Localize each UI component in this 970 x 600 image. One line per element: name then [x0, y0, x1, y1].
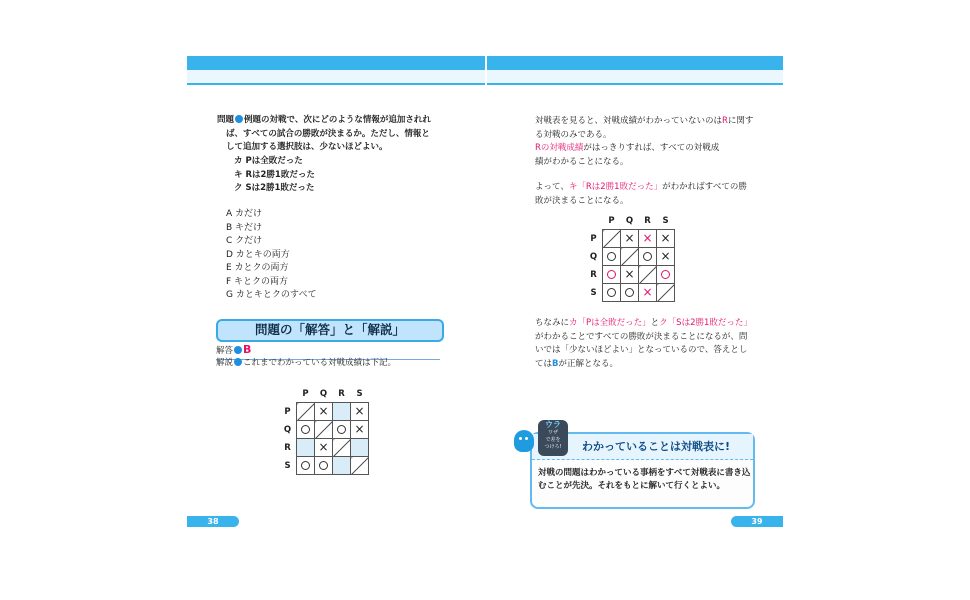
bullet-icon	[234, 346, 242, 354]
para1-line-2: る対戦のみである。	[535, 129, 612, 140]
answer-value: B	[243, 343, 252, 356]
table-cell-self	[657, 284, 675, 302]
para3-text: ちなみに	[535, 318, 570, 328]
para2-highlight: キ「Rは2勝1敗だった」	[568, 182, 663, 192]
win-mark-icon	[301, 425, 310, 434]
badge-bubble	[538, 420, 568, 456]
para1-text-end: に関す	[727, 116, 754, 126]
win-mark-icon	[319, 461, 328, 470]
match-table-left	[279, 385, 369, 475]
win-mark-icon	[661, 270, 670, 279]
header-subband-right	[487, 70, 783, 85]
row-header: S	[279, 457, 297, 475]
question-line-1: 例題の対戦で、次にどのような情報が追加されれ	[244, 115, 431, 125]
match-table-right	[585, 212, 675, 302]
conditions-list	[234, 155, 315, 196]
option-f: F キとクの両方	[226, 276, 289, 287]
condition-ka: カ Pは全敗だった	[234, 156, 303, 166]
column-header: Q	[621, 212, 639, 230]
table-cell-win	[621, 284, 639, 302]
para1-highlight: R	[722, 116, 728, 126]
para1-line-4: 績がわかることになる。	[535, 156, 629, 167]
mascot-icon	[514, 430, 534, 452]
question-line-2: ば、すべての試合の勝敗が決まるか。ただし、情報と	[226, 128, 430, 139]
row-header: Q	[279, 421, 297, 439]
column-header: P	[603, 212, 621, 230]
loss-mark-icon: ×	[624, 267, 635, 281]
table-cell-self	[351, 457, 369, 475]
table-cell-win	[603, 248, 621, 266]
table-cell-win	[333, 421, 351, 439]
table-cell-win	[603, 266, 621, 284]
para2-text: よって、	[535, 182, 569, 192]
explain-line	[216, 357, 396, 371]
column-header: Q	[315, 385, 333, 403]
header-subband-left	[187, 70, 485, 85]
loss-mark-icon: ×	[318, 404, 329, 418]
explain-label: 解説	[216, 358, 234, 368]
option-g: G カとキとクのすべて	[226, 290, 317, 300]
option-b: B キだけ	[226, 222, 263, 233]
header-band-left	[187, 56, 485, 70]
para3-text-4: ては	[535, 358, 553, 369]
badge-line-3: つけろ!	[544, 444, 562, 450]
table-corner	[279, 385, 297, 403]
option-c: C クだけ	[226, 236, 263, 246]
table-cell-unknown	[297, 439, 315, 457]
table-cell-win	[315, 457, 333, 475]
win-mark-icon	[607, 270, 616, 279]
para2-line-2: 敗が決まることになる。	[535, 195, 629, 206]
table-cell-win	[639, 248, 657, 266]
question-block	[217, 114, 431, 155]
para3-answer: B	[552, 358, 559, 369]
tip-title: わかっていることは対戦表に!	[532, 434, 753, 460]
tip-body-line-1: 対戦の問題はわかっている事柄をすべて対戦表に書き込	[538, 468, 751, 478]
page-number-left: 38	[187, 516, 239, 527]
para3-highlight-2: ク「Sは2勝1敗だった」	[659, 318, 752, 328]
loss-mark-icon: ×	[354, 404, 365, 418]
loss-mark-icon: ×	[354, 422, 365, 436]
table-corner	[585, 212, 603, 230]
badge-small: ワザ	[547, 430, 558, 436]
win-mark-icon	[625, 288, 634, 297]
para1-text: 対戦表を見ると、対戦成績がわかっていないのは	[535, 116, 723, 126]
condition-ki: キ Rは2勝1敗だった	[234, 169, 315, 180]
para2-text-end: がわかればすべての勝	[662, 182, 747, 192]
loss-mark-icon: ×	[318, 440, 329, 454]
page-number-right: 39	[731, 516, 783, 527]
para3-line-3: いでは「少ないほどよい」となっているので、答えとし	[535, 345, 748, 355]
question-line-3: して追加する選択肢は、少ないほどよい。	[226, 142, 388, 152]
table-cell-unknown	[333, 457, 351, 475]
row-header: P	[585, 230, 603, 248]
para3-highlight-1: カ「Pは全敗だった」	[569, 318, 651, 328]
row-header: Q	[585, 248, 603, 266]
option-a: A カだけ	[226, 209, 263, 219]
win-mark-icon	[607, 288, 616, 297]
table-cell-self	[297, 403, 315, 421]
tip-body	[532, 460, 753, 493]
table-cell-win	[657, 266, 675, 284]
column-header: S	[657, 212, 675, 230]
column-header: P	[297, 385, 315, 403]
table-cell-loss	[657, 230, 675, 248]
table-cell-loss	[639, 284, 657, 302]
explain-text: これまでわかっている対戦成績は下記。	[243, 358, 397, 368]
options-list	[226, 208, 317, 303]
para1-line-3: がはっきりすれば、すべての対戦成	[583, 143, 720, 153]
table-cell-loss	[621, 230, 639, 248]
table-cell-loss	[315, 439, 333, 457]
table-cell-self	[315, 421, 333, 439]
table-cell-loss	[351, 403, 369, 421]
table-cell-self	[603, 230, 621, 248]
para3-line-2: がわかることですべての勝敗が決まることになるが、問	[535, 331, 748, 342]
header-band-right	[487, 56, 783, 70]
table-cell-self	[621, 248, 639, 266]
paragraph-3	[535, 317, 752, 371]
table-cell-win	[297, 421, 315, 439]
option-d: D カとキの両方	[226, 249, 290, 260]
question-label: 問題	[217, 115, 235, 125]
paragraph-2	[535, 181, 747, 208]
table-cell-self	[333, 439, 351, 457]
condition-ku: ク Sは2勝1敗だった	[234, 183, 315, 193]
table-cell-loss	[621, 266, 639, 284]
table-cell-self	[639, 266, 657, 284]
loss-mark-icon: ×	[624, 231, 635, 245]
win-mark-icon	[337, 425, 346, 434]
row-header: P	[279, 403, 297, 421]
row-header: R	[279, 439, 297, 457]
table-cell-win	[603, 284, 621, 302]
column-header: R	[333, 385, 351, 403]
win-mark-icon	[607, 252, 616, 261]
row-header: R	[585, 266, 603, 284]
para3-text-4-end: が正解となる。	[558, 358, 619, 369]
section-title: 問題の「解答」と「解説」	[216, 319, 444, 342]
table-cell-win	[297, 457, 315, 475]
loss-mark-icon: ×	[642, 285, 653, 299]
table-cell-unknown	[333, 403, 351, 421]
bullet-icon	[234, 358, 242, 366]
row-header: S	[585, 284, 603, 302]
tip-badge	[514, 420, 568, 462]
loss-mark-icon: ×	[660, 249, 671, 263]
bullet-icon	[235, 115, 243, 123]
para3-text-mid: と	[650, 318, 660, 328]
paragraph-1	[535, 115, 753, 169]
answer-label: 解答	[216, 346, 234, 356]
tip-body-line-2: むことが先決。それをもとに解いて行くとよい。	[538, 481, 726, 491]
loss-mark-icon: ×	[660, 231, 671, 245]
win-mark-icon	[643, 252, 652, 261]
table-cell-loss	[315, 403, 333, 421]
loss-mark-icon: ×	[642, 231, 653, 245]
win-mark-icon	[301, 461, 310, 470]
table-cell-loss	[657, 248, 675, 266]
column-header: S	[351, 385, 369, 403]
table-cell-loss	[351, 421, 369, 439]
badge-line-2: で差を	[545, 437, 561, 443]
column-header: R	[639, 212, 657, 230]
table-cell-loss	[639, 230, 657, 248]
para1-highlight-2: Rの対戦成績	[535, 143, 584, 153]
badge-top: ウラ	[545, 420, 561, 429]
table-cell-unknown	[351, 439, 369, 457]
option-e: E カとクの両方	[226, 263, 289, 273]
